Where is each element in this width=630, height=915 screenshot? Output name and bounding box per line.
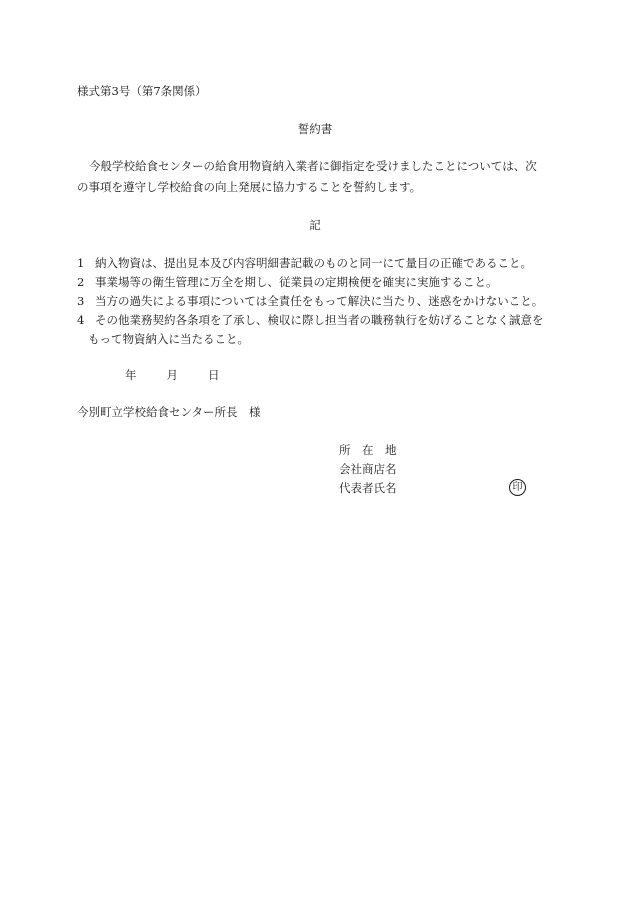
list-item <box>77 315 544 327</box>
date-month: 月 <box>166 368 178 382</box>
seal-mark: 印 <box>509 479 526 496</box>
address-label: 所 在 地 <box>339 443 397 457</box>
item-number: 3 <box>77 294 85 308</box>
item-4-continuation: もって物資納入に当たること。 <box>88 332 249 346</box>
company-name-label: 会社商店名 <box>339 462 397 476</box>
body-text-line-1: 今般学校給食センターの給食用物資納入業者に御指定を受けましたことについては、次 <box>89 159 537 173</box>
item-number: 2 <box>77 275 85 289</box>
item-text: 当方の過失による事項については全責任をもって解決に当たり、迷惑をかけないこと。 <box>95 294 544 308</box>
list-item <box>77 277 498 289</box>
item-text: その他業務契約各条項を了承し、検収に際し担当者の職務執行を妨げることなく誠意を <box>95 313 544 327</box>
body-text-line-2: の事項を遵守し学校給食の向上発展に協力することを誓約します。 <box>77 180 422 194</box>
addressee: 今別町立学校給食センター所長 様 <box>77 405 261 419</box>
date-line <box>125 370 220 382</box>
date-day: 日 <box>208 368 220 382</box>
date-year: 年 <box>125 368 137 382</box>
item-text: 納入物資は、提出見本及び内容明細書記載のものと同一にて量目の正確であること。 <box>95 256 532 270</box>
item-number: 1 <box>77 256 85 270</box>
item-number: 4 <box>77 313 85 327</box>
item-text: 事業場等の衛生管理に万全を期し、従業員の定期検便を確実に実施すること。 <box>95 275 498 289</box>
ki-heading: 記 <box>309 218 321 232</box>
representative-label: 代表者氏名 <box>339 481 397 495</box>
document-title: 誓約書 <box>297 122 333 136</box>
list-item <box>77 258 532 270</box>
list-item <box>77 296 543 308</box>
form-number: 様式第3号（第7条関係） <box>77 84 207 98</box>
